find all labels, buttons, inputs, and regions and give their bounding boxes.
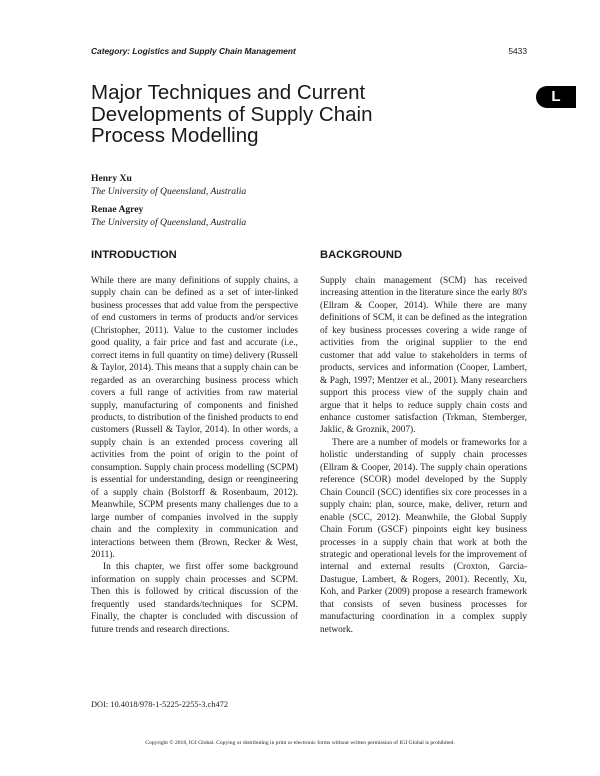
page-number: 5433 bbox=[508, 46, 527, 56]
introduction-column bbox=[91, 275, 298, 636]
author-block bbox=[91, 203, 246, 229]
author-name: Henry Xu bbox=[91, 173, 132, 184]
background-heading: BACKGROUND bbox=[320, 249, 403, 261]
body-paragraph: In this chapter, we first offer some background information on supply chain processes and SCPM. Then this is followed by critical discussion of the frequently used standards/techniques for SCPM. Finally, the chapter is concluded with discussion of future trends and research directions. bbox=[91, 562, 298, 635]
chapter-title: Major Techniques and Current Developments of Supply Chain Process Modelling bbox=[91, 81, 373, 147]
background-column bbox=[320, 275, 527, 636]
body-paragraph: There are a number of models or frameworks for a holistic understanding of supply chain processes (Ellram & Cooper, 2014). The supply chain operations reference (SCOR) model developed by the Supply Chain Council (SCC) identifies six core processes in a supply chain: plan, source, make, deliver, return and enable (SCC, 2012). Meanwhile, the Global Supply Chain Forum (GSCF) pinpoints eight key business processes in a supply chain that work at both the strategic and operational levels for the improvement of internal and external results (Croxton, Garcia-Dastugue, Lambert, & Rogers, 2001). Recently, Xu, Koh, and Parker (2009) propose a research framework that consists of seven business processes for manufacturing coordination in a complex supply network. bbox=[320, 437, 527, 635]
author-affiliation: The University of Queensland, Australia bbox=[91, 217, 247, 228]
section-letter-tab: L bbox=[536, 86, 576, 108]
author-name: Renae Agrey bbox=[91, 204, 144, 215]
introduction-heading: INTRODUCTION bbox=[91, 249, 177, 261]
author-affiliation: The University of Queensland, Australia bbox=[91, 186, 247, 197]
running-header-category: Category: Logistics and Supply Chain Management bbox=[91, 46, 296, 56]
body-paragraph: Supply chain management (SCM) has received increasing attention in the literature since the early 80's (Ellram & Cooper, 2014). While there are many definitions of SCM, it can be defined as the integration of key business processes covering a wide range of activities from the original supplier to the end customer that add value to stakeholders in terms of products, services and information (Cooper, Lambert, & Pagh, 1997; Mentzer et al., 2001). Many researchers support this process view of the supply chain and argue that it helps to reduce supply chain costs and enhance customer satisfaction (Trkman, Stemberger, Jaklic, & Groznik, 2007). bbox=[320, 276, 527, 436]
author-block bbox=[91, 172, 246, 198]
copyright-notice: Copyright © 2018, IGI Global. Copying or distributing in print or electronic forms without written permission of IGI Global is prohibited. bbox=[145, 740, 455, 746]
body-paragraph: While there are many definitions of supply chains, a supply chain can be defined as a set of inter-linked business processes that add value from the perspective of end customers in terms of products and/or services (Christopher, 2011). Value to the customer includes good quality, a fair price and fast and accurate (i.e., correct items in full quantity on time) delivery (Russell & Taylor, 2014). This means that a supply chain can be regarded as an overarching business process which covers a full range of activities from raw material supply, manufacturing of components and finished products, to distribution of the finished products to end customers (Russell & Taylor, 2014). In other words, a supply chain is an extended process covering all activities from the point of origin to the point of consumption. Supply chain process modelling (SCPM) is essential for understanding, design or reengineering of a supply chain (Bolstorff & Rosenbaum, 2012). Meanwhile, SCPM presents many challenges due to a large number of companies involved in the supply chain and the complexity in communication and interactions between them (Brown, Recker & West, 2011). bbox=[91, 276, 298, 560]
doi: DOI: 10.4018/978-1-5225-2255-3.ch472 bbox=[91, 700, 229, 709]
